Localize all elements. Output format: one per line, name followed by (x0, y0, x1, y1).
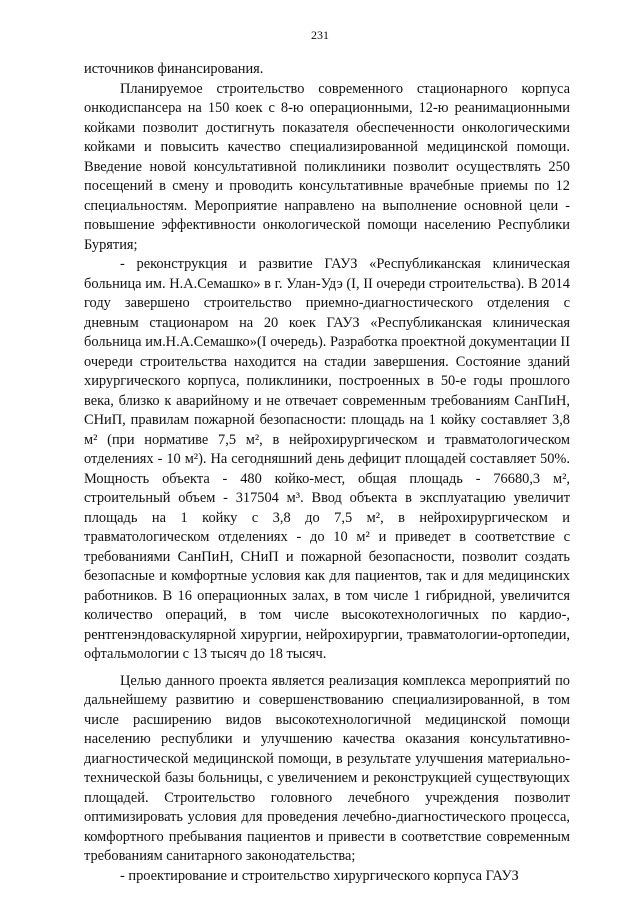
paragraph-oncology-construction: Планируемое строительство современного стационарного корпуса онкодиспансера на 150 коек с 8-ю операционными, 12-ю реанимационными койками позволит достигнуть показателя обеспеченности онкологическими койками и повысить качество специализированной медицинской помощи. Введение новой консультативной поликлиники позволит осуществлять 250 посещений в смену и проводить консультативные врачебные приемы по 12 специальностям. Мероприятие направлено на выполнение основной цели - повышение эффективности онкологической помощи населению Республики Бурятия; (84, 80, 570, 253)
paragraph-continuation: источников финансирования. (84, 61, 264, 77)
document-body (84, 60, 570, 886)
page-number: 231 (311, 28, 329, 42)
paragraph-project-goal: Целью данного проекта является реализация комплекса мероприятий по дальнейшему развитию и совершенствованию специализированной, в том числе расширению видов высокотехнологичной медицинской помощи населению республики и улучшению качества оказания консультативно-диагностической медицинской помощи, в результате улучшения материально-технической базы больницы, с увеличением и реконструкцией существующих площадей. Строительство головного лечебного учреждения позволит оптимизировать условия для проведения лечебно-диагностического процесса, комфортного пребывания пациентов и привести в соответствие современным требованиям санитарного законодательства; (84, 672, 570, 864)
paragraph-semashko-reconstruction: - реконструкция и развитие ГАУЗ «Республиканская клиническая больница им. Н.А.Семашко» в г. Улан-Удэ (I, II очереди строительства). В 2014 году завершено строительство приемно-диагностического отделения с дневным стационаром на 20 коек ГАУЗ «Республиканская клиническая больница им.Н.А.Семашко»(I очередь). Разработка проектной документации II очереди строительства находится на стадии завершения. Состояние зданий хирургического корпуса, поликлиники, построенных в 50-е годы прошлого века, близко к аварийному и не отвечает современным требованиям СанПиН, СНиП, правилам пожарной безопасности: площадь на 1 койку составляет 3,8 м² (при нормативе 7,5 м², в нейрохирургическом и травматологическом отделениях - 10 м²). На сегодняшний день дефицит площадей составляет 50%. Мощность объекта - 480 койко-мест, общая площадь - 76680,3 м², строительный объем - 317504 м³. Ввод объекта в эксплуатацию увеличит площадь на 1 койку с 3,8 до 7,5 м², в нейрохирургическом и травматологическом отделениях - до 10 м² и приведет в соответствие с требованиями СанПиН, СНиП и пожарной безопасности, позволит создать безопасные и комфортные условия как для пациентов, так и для медицинских работников. В 16 операционных залах, в том числе 1 гибридной, увеличится количество операций, в том числе высокотехнологичных по кардио-, рентгенэндоваскулярной хирургии, нейрохирургии, травматологии-ортопедии, офтальмологии с 13 тысяч до 18 тысяч. (84, 256, 570, 662)
paragraph-surgical-corps: - проектирование и строительство хирургического корпуса ГАУЗ (120, 867, 519, 884)
